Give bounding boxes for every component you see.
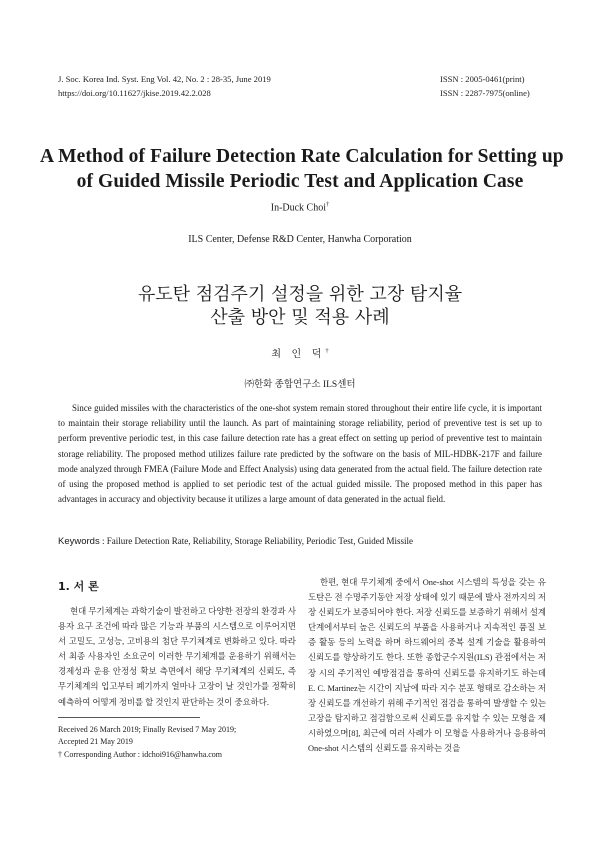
paper-title-ko: [0, 283, 600, 329]
affiliation-en: ILS Center, Defense R&D Center, Hanwha Corporation: [188, 234, 412, 245]
accepted-date: Accepted 21 May 2019: [58, 737, 133, 747]
title-ko-line2: 산출 방안 및 적용 사례: [210, 307, 390, 328]
issn-online: ISSN : 2287-7975(online): [440, 88, 530, 98]
title-en-line1: A Method of Failure Detection Rate Calculation for Setting up: [40, 146, 564, 167]
doi-link[interactable]: https://doi.org/10.11627/jkise.2019.42.2.028: [58, 88, 211, 98]
journal-citation: J. Soc. Korea Ind. Syst. Eng Vol. 42, No. 2 : 28-35, June 2019: [58, 74, 271, 84]
corresponding-mark-ko: †: [325, 347, 329, 355]
author-ko: [0, 345, 600, 360]
footnote-divider: [58, 717, 200, 718]
paper-title-en: [40, 144, 564, 194]
title-ko-line1: 유도탄 점검주기 설정을 위한 고장 탐지율: [137, 284, 463, 305]
author-ko-name: 최 인 덕: [271, 349, 326, 360]
corresponding-author: † Corresponding Author : idchoi916@hanwha.com: [58, 749, 223, 759]
keywords-text: : Failure Detection Rate, Reliability, Storage Reliability, Periodic Test, Guided Missile: [99, 536, 413, 546]
issn-print: ISSN : 2005-0461(print): [440, 74, 525, 84]
abstract: Since guided missiles with the characteristics of the one-shot system remain stored throughout their entire life cycle, it is important to maintain their storage reliability until the launch. As part of maintaining storage reliability, period of preventive test is set up to perform preventive periodic test, in this case failure detection rate has a great effect on setting up period of preventive test to maintain storage reliability. The proposed method utilizes failure rate predicted by the software on the basis of MIL-HDBK-217F and failure mode analyzed through FMEA (Failure Mode and Effect Analysis) using data generated from the actual field. The failure detection rate of using the proposed method is applied to set periodic test of the actual guided missile. The proposed method in this paper has advantages in accuracy and objectivity because it utilizes a large amount of data generated in the actual field.: [58, 403, 542, 505]
title-en-line2: of Guided Missile Periodic Test and Application Case: [76, 171, 524, 192]
section-heading-introduction: 1. 서 론: [58, 580, 99, 593]
intro-left-column: 현대 무기체계는 과학기술이 발전하고 다양한 전장의 환경과 사용자 요구 조건에 따라 많은 기능과 부품의 시스템으로 이루어지면서 고밀도, 고성능, 고비용의 첨단 무기체계로 변화하고 있다. 따라서 최종 사용자인 소요군이 이러한 무기체계를 운용하기 위해서는 경제성과 운용 안정성 확보 측면에서 해당 무기체계의 신뢰도, 즉 무기체계의 입고부터 폐기까지 얼마나 고장이 날 것인가를 정확히 예측하여 어떻게 정비를 할 것인지 판단하는 것이 중요하다.: [58, 607, 296, 707]
intro-right-column: 한편, 현대 무기체계 중에서 One-shot 시스템의 특성을 갖는 유도탄은 전 수명주기동안 저장 상태에 있기 때문에 발사 전까지의 저장 신뢰도가 보증되어야 한다. 저장 신뢰도를 보증하기 위해서 설계 단계에서부터 높은 신뢰도의 부품을 사용하거나 지속적인 품질 보증 활동 등의 노력을 하며 하드웨어의 중복 설계 기술을 활용하여 신뢰도를 향상하기도 한다. 또한 종합군수지원(ILS) 관점에서는 저장 시의 주기적인 예방점검을 통하여 신뢰도를 유지하기도 하는데 E. C. Martinez는 시간이 지남에 따라 지수 분포 형태로 감소하는 저장 신뢰도를 개선하기 위해 주기적인 점검을 통하여 발생할 수 있는 고장을 탐지하고 점검함으로써 신뢰도를 유지할 수 있는 모형을 제시하였으며[8], 최근에 여러 사례가 이 모형을 사용하거나 응용하여 One-shot 시스템의 신뢰도를 유지하는 것을: [308, 578, 546, 754]
journal-header: [58, 72, 271, 100]
keywords: [58, 536, 558, 547]
affiliation-ko: ㈜한화 종합연구소 ILS센터: [244, 380, 356, 390]
author-en: [0, 201, 600, 213]
keywords-label: Keywords: [58, 536, 100, 547]
footnote: [58, 724, 236, 761]
received-date: Received 26 March 2019; Finally Revised 7 May 2019;: [58, 725, 237, 734]
corresponding-mark: †: [326, 201, 330, 208]
author-en-name: In-Duck Choi: [270, 202, 327, 214]
issn-block: [440, 72, 530, 100]
